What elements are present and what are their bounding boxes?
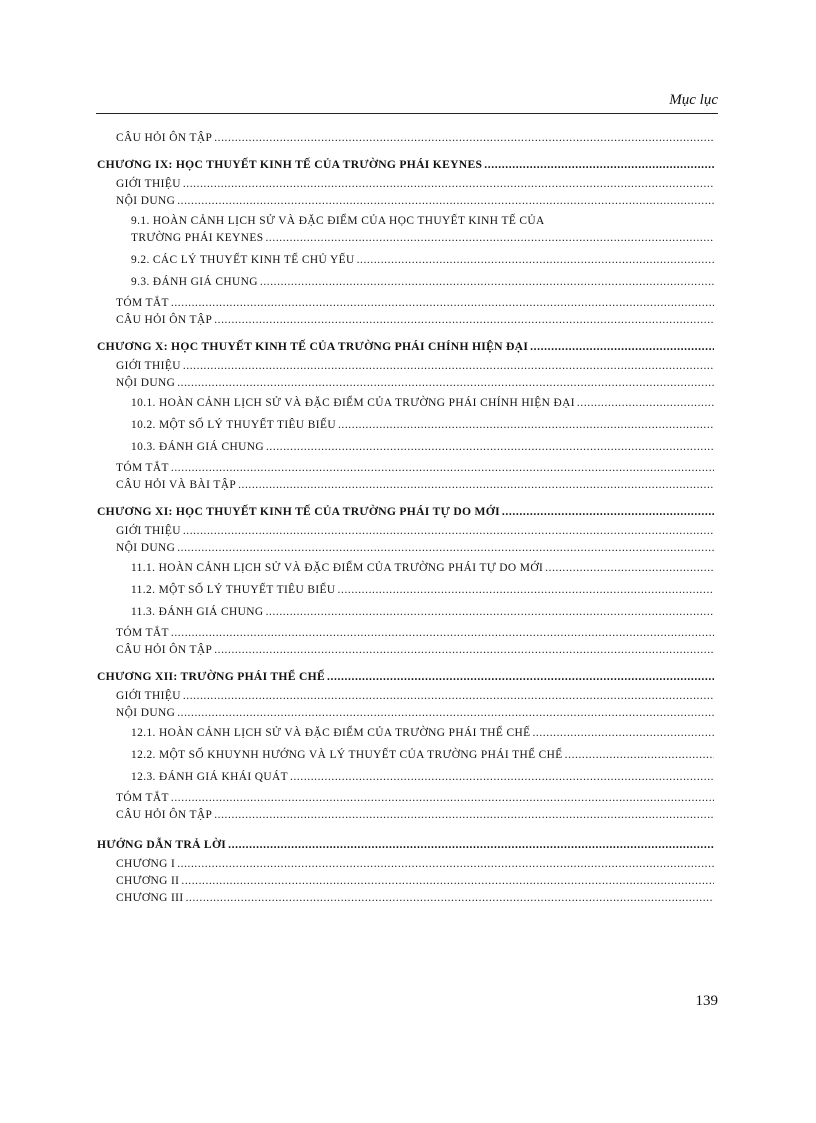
dot-leader bbox=[171, 460, 714, 477]
toc-section[interactable] bbox=[97, 582, 714, 599]
dot-leader bbox=[260, 274, 714, 291]
toc-entry[interactable] bbox=[97, 856, 714, 873]
dot-leader bbox=[171, 790, 714, 807]
toc-entry-text: NỘI DUNG bbox=[116, 542, 176, 554]
toc-section-text: 10.1. HOÀN CẢNH LỊCH SỬ VÀ ĐẶC ĐIỂM CỦA TRƯỜNG PHÁI CHÍNH HIỆN ĐẠI bbox=[131, 397, 575, 409]
toc-entry[interactable] bbox=[97, 477, 714, 494]
toc-entry[interactable] bbox=[97, 523, 714, 540]
toc-chapter-title: CHƯƠNG X: HỌC THUYẾT KINH TẾ CỦA TRƯỜNG PHÁI CHÍNH HIỆN ĐẠI bbox=[97, 340, 529, 353]
dot-leader bbox=[565, 747, 714, 764]
toc-section-text: 11.1. HOÀN CẢNH LỊCH SỬ VÀ ĐẶC ĐIỂM CỦA TRƯỜNG PHÁI TỰ DO MỚI bbox=[131, 562, 544, 574]
toc-section[interactable] bbox=[97, 230, 714, 247]
toc-chapter-title: HƯỚNG DẪN TRẢ LỜI bbox=[97, 838, 227, 851]
toc-entry[interactable] bbox=[97, 890, 714, 907]
dot-leader bbox=[177, 856, 714, 873]
toc-section-text: 9.2. CÁC LÝ THUYẾT KINH TẾ CHỦ YẾU bbox=[131, 254, 355, 266]
toc-entry-text: CÂU HỎI ÔN TẬP bbox=[116, 132, 213, 144]
toc-section[interactable] bbox=[97, 769, 714, 786]
dot-leader bbox=[171, 295, 714, 312]
toc-entry-text: NỘI DUNG bbox=[116, 707, 176, 719]
toc-entry-text: CÂU HỎI ÔN TẬP bbox=[116, 314, 213, 326]
toc-entry[interactable] bbox=[97, 807, 714, 824]
dot-leader bbox=[214, 807, 714, 824]
toc-section-text-line1[interactable]: 9.1. HOÀN CẢNH LỊCH SỬ VÀ ĐẶC ĐIỂM CỦA HỌC THUYẾT KINH TẾ CỦA bbox=[131, 215, 545, 227]
toc-section-text: TRƯỜNG PHÁI KEYNES bbox=[131, 232, 264, 244]
dot-leader bbox=[183, 358, 714, 375]
dot-leader bbox=[327, 668, 714, 685]
toc-section[interactable] bbox=[97, 725, 714, 742]
toc-entry-text: CHƯƠNG III bbox=[116, 892, 184, 904]
toc-section-text: 12.3. ĐÁNH GIÁ KHÁI QUÁT bbox=[131, 771, 289, 783]
dot-leader bbox=[577, 395, 714, 412]
toc-entry-text: NỘI DUNG bbox=[116, 377, 176, 389]
toc-entry-text: GIỚI THIỆU bbox=[116, 525, 181, 537]
dot-leader bbox=[177, 540, 714, 557]
toc-entry[interactable] bbox=[97, 705, 714, 722]
toc-entry[interactable] bbox=[97, 688, 714, 705]
dot-leader bbox=[484, 156, 714, 173]
toc-entry-text: CÂU HỎI ÔN TẬP bbox=[116, 809, 213, 821]
dot-leader bbox=[532, 725, 714, 742]
toc-entry-text: CHƯƠNG I bbox=[116, 858, 176, 870]
toc-entry-text: TÓM TẮT bbox=[116, 627, 169, 639]
toc-entry[interactable] bbox=[97, 176, 714, 193]
toc-entry[interactable] bbox=[97, 375, 714, 392]
dot-leader bbox=[228, 836, 714, 853]
toc-section-text: 12.2. MỘT SỐ KHUYNH HƯỚNG VÀ LÝ THUYẾT CỦA TRƯỜNG PHÁI THỂ CHẾ bbox=[131, 749, 563, 761]
toc-section[interactable] bbox=[97, 417, 714, 434]
running-header-title: Mục lục bbox=[669, 92, 718, 108]
toc-entry-text: GIỚI THIỆU bbox=[116, 690, 181, 702]
toc-section-text: 9.3. ĐÁNH GIÁ CHUNG bbox=[131, 276, 258, 288]
toc-entry-text: NỘI DUNG bbox=[116, 195, 176, 207]
toc-entry[interactable] bbox=[97, 540, 714, 557]
dot-leader bbox=[181, 873, 714, 890]
toc-section[interactable] bbox=[97, 560, 714, 577]
toc-chapter-9[interactable] bbox=[97, 156, 714, 173]
page-number: 139 bbox=[695, 993, 718, 1009]
toc-section-text: 12.1. HOÀN CẢNH LỊCH SỬ VÀ ĐẶC ĐIỂM CỦA TRƯỜNG PHÁI THỂ CHẾ bbox=[131, 727, 531, 739]
dot-leader bbox=[266, 604, 714, 621]
toc-section[interactable] bbox=[97, 274, 714, 291]
dot-leader bbox=[266, 439, 714, 456]
toc-chapter-10[interactable] bbox=[97, 338, 714, 355]
toc-chapter-title: CHƯƠNG XI: HỌC THUYẾT KINH TẾ CỦA TRƯỜNG PHÁI TỰ DO MỚI bbox=[97, 505, 500, 518]
toc-section[interactable] bbox=[97, 252, 714, 269]
dot-leader bbox=[502, 503, 714, 520]
toc-section[interactable] bbox=[97, 604, 714, 621]
dot-leader bbox=[183, 688, 714, 705]
dot-leader bbox=[183, 523, 714, 540]
toc-entry-text: CÂU HỎI ÔN TẬP bbox=[116, 644, 213, 656]
toc-chapter-12[interactable] bbox=[97, 668, 714, 685]
toc-chapter-title: CHƯƠNG XII: TRƯỜNG PHÁI THỂ CHẾ bbox=[97, 670, 325, 683]
toc-chapter-title: CHƯƠNG IX: HỌC THUYẾT KINH TẾ CỦA TRƯỜNG PHÁI KEYNES bbox=[97, 158, 483, 171]
toc-section-text: 10.3. ĐÁNH GIÁ CHUNG bbox=[131, 441, 264, 453]
dot-leader bbox=[338, 582, 714, 599]
toc-entry-text: TÓM TẮT bbox=[116, 297, 169, 309]
toc-entry[interactable] bbox=[97, 312, 714, 329]
dot-leader bbox=[171, 625, 714, 642]
toc-section-text: 11.2. MỘT SỐ LÝ THUYẾT TIÊU BIỂU bbox=[131, 584, 336, 596]
dot-leader bbox=[238, 477, 714, 494]
toc-entry[interactable] bbox=[97, 642, 714, 659]
toc-entry-text: CÂU HỎI VÀ BÀI TẬP bbox=[116, 479, 237, 491]
dot-leader bbox=[265, 230, 714, 247]
header-rule bbox=[96, 113, 718, 114]
toc-entry[interactable] bbox=[97, 295, 714, 312]
toc-entry-text: TÓM TẮT bbox=[116, 792, 169, 804]
dot-leader bbox=[214, 130, 714, 147]
toc-entry[interactable] bbox=[97, 460, 714, 477]
dot-leader bbox=[545, 560, 714, 577]
toc-entry[interactable] bbox=[97, 873, 714, 890]
toc-answers-heading[interactable] bbox=[97, 836, 714, 853]
dot-leader bbox=[186, 890, 714, 907]
toc-section-text: 10.2. MỘT SỐ LÝ THUYẾT TIÊU BIỂU bbox=[131, 419, 336, 431]
dot-leader bbox=[177, 375, 714, 392]
dot-leader bbox=[214, 642, 714, 659]
toc-entry[interactable] bbox=[97, 130, 714, 147]
toc-section[interactable] bbox=[97, 395, 714, 412]
toc-entry[interactable] bbox=[97, 358, 714, 375]
toc-entry[interactable] bbox=[97, 625, 714, 642]
toc-section[interactable] bbox=[97, 747, 714, 764]
dot-leader bbox=[177, 705, 714, 722]
toc-section[interactable] bbox=[97, 439, 714, 456]
toc-chapter-11[interactable] bbox=[97, 503, 714, 520]
dot-leader bbox=[214, 312, 714, 329]
toc-entry[interactable] bbox=[97, 193, 714, 210]
dot-leader bbox=[183, 176, 714, 193]
dot-leader bbox=[177, 193, 714, 210]
dot-leader bbox=[357, 252, 714, 269]
table-of-contents bbox=[97, 130, 714, 907]
toc-entry-text: CHƯƠNG II bbox=[116, 875, 180, 887]
dot-leader bbox=[530, 338, 714, 355]
toc-entry-text: TÓM TẮT bbox=[116, 462, 169, 474]
toc-section-text: 11.3. ĐÁNH GIÁ CHUNG bbox=[131, 606, 264, 618]
toc-entry-text: GIỚI THIỆU bbox=[116, 360, 181, 372]
toc-entry[interactable] bbox=[97, 790, 714, 807]
toc-entry-text: GIỚI THIỆU bbox=[116, 178, 181, 190]
dot-leader bbox=[338, 417, 714, 434]
dot-leader bbox=[290, 769, 714, 786]
